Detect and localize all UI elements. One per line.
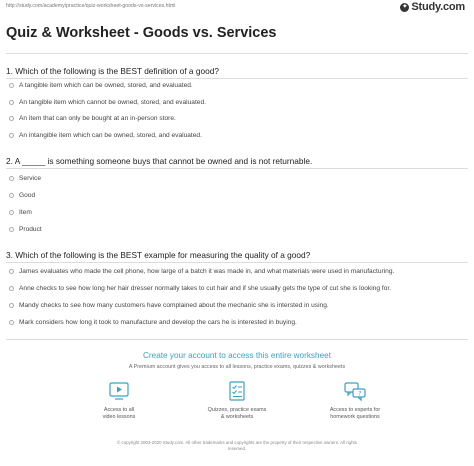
answer-option-label: Product <box>19 226 42 233</box>
radio-circle-icon[interactable] <box>9 320 14 325</box>
question-3-text: 3. Which of the following is the BEST example for measuring the quality of a good? <box>6 250 311 260</box>
radio-circle-icon[interactable] <box>9 303 14 308</box>
copyright-footer <box>0 440 474 452</box>
answer-option-label: Good <box>19 192 36 199</box>
radio-circle-icon[interactable] <box>9 133 14 138</box>
promo-title-link[interactable]: Create your account to access this entire worksheet <box>143 351 331 360</box>
copyright-line: © copyright 2003-2020 Study.com. All other trademarks and copyrights are the property of their respective owners. All rights <box>117 440 357 445</box>
answer-option-label: Item <box>19 209 32 216</box>
answer-option-label: Mark considers how long it took to manufacture and develop the cars he is interested in buying. <box>19 319 297 326</box>
copyright-line: reserved. <box>227 446 247 451</box>
study-logo[interactable] <box>400 1 465 13</box>
radio-circle-icon[interactable] <box>9 176 14 181</box>
question-3-divider <box>6 262 468 263</box>
section-divider <box>6 339 468 340</box>
video-icon <box>107 380 131 402</box>
radio-circle-icon[interactable] <box>9 193 14 198</box>
logo-mark-icon: ✦ <box>402 3 408 10</box>
answer-option-label: James evaluates who made the cell phone, how large of a batch it was made in, and what materials were used in manufacturing. <box>19 268 395 275</box>
answer-option[interactable] <box>9 302 329 309</box>
answer-option-label: An tangible item which cannot be owned, stored, and evaluated. <box>19 99 206 106</box>
answer-option-label: A tangible item which can be owned, stored, and evaluated. <box>19 82 193 89</box>
feature-experts <box>310 380 400 420</box>
question-1-text: 1. Which of the following is the BEST definition of a good? <box>6 66 219 76</box>
answer-option[interactable] <box>9 226 42 233</box>
radio-circle-icon[interactable] <box>9 116 14 121</box>
answer-option[interactable] <box>9 175 41 182</box>
answer-option[interactable] <box>9 192 35 199</box>
question-2-text: 2. A _____ is something someone buys that cannot be owned and is not returnable. <box>6 156 313 166</box>
answer-option-label: Service <box>19 175 41 182</box>
radio-circle-icon[interactable] <box>9 286 14 291</box>
radio-circle-icon[interactable] <box>9 210 14 215</box>
answer-option[interactable] <box>9 285 391 292</box>
question-1-divider <box>6 78 468 79</box>
answer-option[interactable] <box>9 132 202 139</box>
page-url: http://study.com/academy/practice/quiz-worksheet-goods-vs-services.html <box>6 3 176 9</box>
answer-option-label: An item that can only be bought at an in-person store. <box>19 115 176 122</box>
feature-label-line: Access to experts for <box>329 407 381 413</box>
answer-option[interactable] <box>9 115 176 122</box>
logo-text: Study.com <box>411 1 465 13</box>
title-divider <box>6 53 468 54</box>
radio-circle-icon[interactable] <box>9 269 14 274</box>
answer-option-label: Anne checks to see how long her hair dresser normally takes to cut hair and if she usually gets the type of cut she is looking for. <box>19 285 392 292</box>
page-title: Quiz & Worksheet - Goods vs. Services <box>6 25 277 41</box>
answer-option[interactable] <box>9 99 206 106</box>
radio-circle-icon[interactable] <box>9 100 14 105</box>
answer-option[interactable] <box>9 82 193 89</box>
quiz-icon <box>225 380 249 402</box>
feature-label-line: video lessons <box>102 413 136 420</box>
feature-video-lessons <box>74 380 164 420</box>
answer-option-label: An intangible item which can be owned, stored, and evaluated. <box>19 132 202 139</box>
feature-label-line: & worksheets <box>220 413 254 420</box>
feature-label-line: Quizzes, practice exams <box>207 407 267 413</box>
expert-chat-icon <box>343 380 367 402</box>
question-2-divider <box>6 168 468 169</box>
radio-circle-icon[interactable] <box>9 83 14 88</box>
feature-label-line: homework questions <box>330 413 380 420</box>
radio-circle-icon[interactable] <box>9 227 14 232</box>
answer-option[interactable] <box>9 319 297 326</box>
feature-quizzes <box>192 380 282 420</box>
answer-option-label: Mandy checks to see how many customers have complained about the mechanic she is intersted in using. <box>19 302 329 309</box>
answer-option[interactable] <box>9 268 394 275</box>
answer-option[interactable] <box>9 209 32 216</box>
top-bar <box>0 0 474 14</box>
feature-label-line: Access to all <box>103 407 135 413</box>
promo-subtitle: A Premium account gives you access to all lessons, practice exams, quizzes & worksheets <box>128 364 346 370</box>
svg-text:?: ? <box>358 390 362 398</box>
